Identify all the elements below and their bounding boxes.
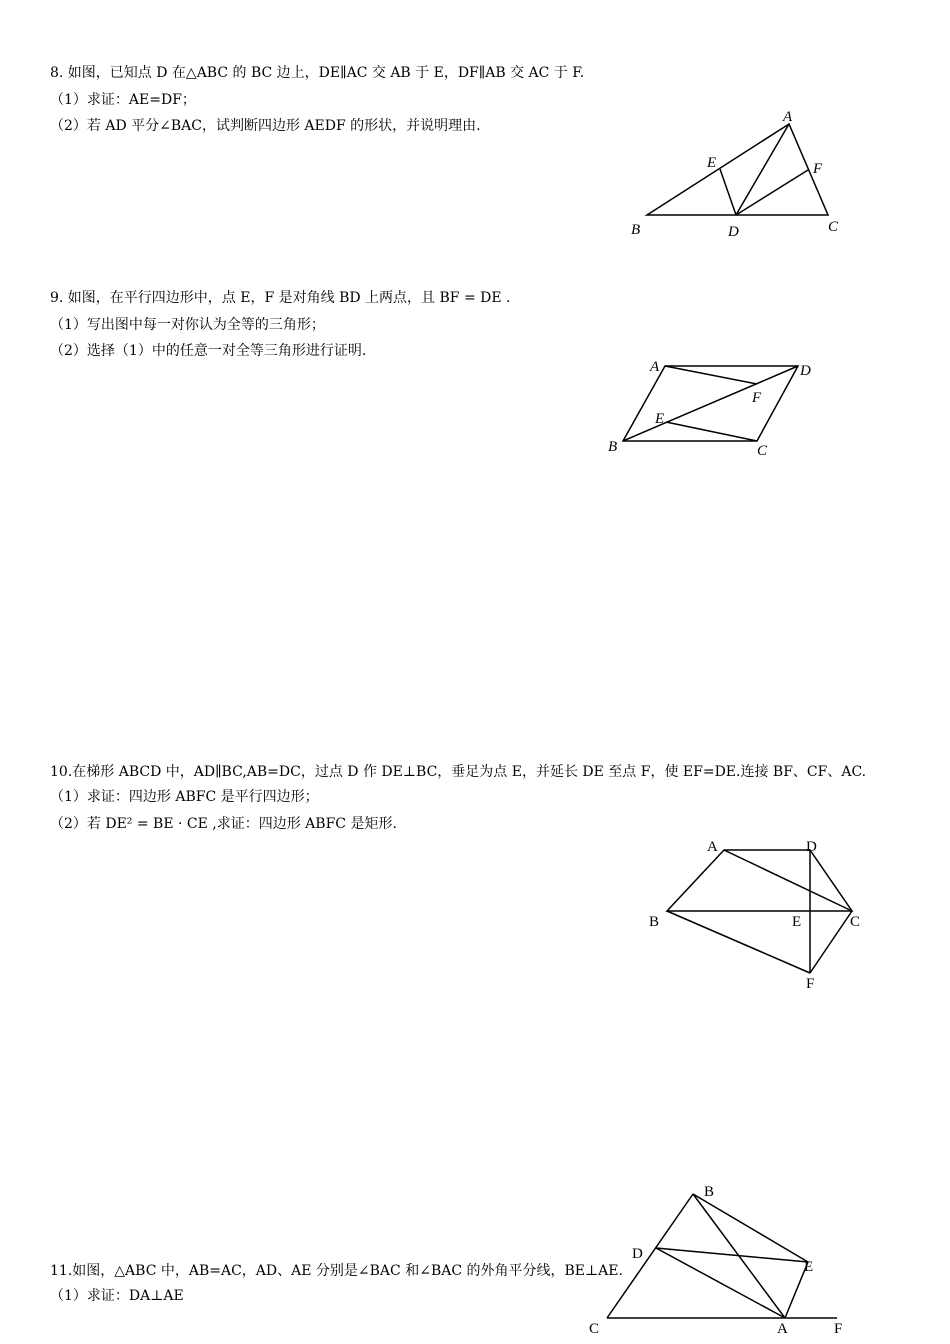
problem-10-figure (640, 835, 870, 995)
label-f: F (834, 1321, 843, 1337)
label-c: C (589, 1321, 600, 1337)
label-e: E (707, 155, 717, 171)
segment-ce (666, 422, 757, 441)
problem-9-stem: 9. 如图，在平行四边形中，点 E，F 是对角线 BD 上两点，且 BF = DE . (50, 290, 511, 306)
problem-9-figure (600, 350, 830, 465)
segment-de (720, 169, 736, 215)
problem-10-part-1: （1）求证：四边形 ABFC 是平行四边形； (50, 789, 319, 805)
diagonal-bd (623, 366, 798, 441)
problem-8-stem: 8. 如图，已知点 D 在△ABC 的 BC 边上，DE∥AC 交 AB 于 E，DF∥AB 交 AC 于 F. (50, 65, 585, 81)
label-f: F (813, 161, 823, 177)
segment-bf (667, 911, 810, 973)
label-a: A (783, 109, 793, 125)
problem-10-part-2: （2）若 DE² = BE · CE ,求证：四边形 ABFC 是矩形. (50, 816, 397, 832)
label-c: C (850, 914, 861, 930)
label-b: B (704, 1184, 715, 1200)
label-b: B (608, 439, 618, 455)
problem-8-part-1: （1）求证：AE=DF； (50, 92, 196, 108)
segment-cb (607, 1194, 693, 1318)
problem-8-part-2: （2）若 AD 平分∠BAC，试判断四边形 AEDF 的形状，并说明理由. (50, 118, 481, 134)
label-d: D (800, 363, 811, 379)
label-c: C (828, 219, 839, 235)
trapezoid-abcd (667, 850, 852, 911)
label-e: E (792, 914, 802, 930)
problem-8-figure (620, 100, 860, 245)
segment-df (736, 170, 808, 215)
label-e: E (804, 1259, 814, 1275)
problem-10-stem: 10.在梯形 ABCD 中，AD∥BC,AB=DC，过点 D 作 DE⊥BC，垂足为点 E，并延长 DE 至点 F，使 EF=DE.连接 BF、CF、AC. (50, 764, 867, 780)
problem-11-stem: 11.如图，△ABC 中，AB=AC，AD、AE 分别是∠BAC 和∠BAC 的外角平分线，BE⊥AE. (50, 1263, 623, 1279)
segment-be (693, 1194, 808, 1262)
label-a: A (707, 839, 718, 855)
label-a: A (777, 1321, 788, 1337)
label-a: A (650, 359, 660, 375)
problem-9-part-2: （2）选择（1）中的任意一对全等三角形进行证明. (50, 343, 367, 359)
label-b: B (649, 914, 660, 930)
segment-af (665, 366, 757, 384)
label-f: F (752, 390, 762, 406)
triangle-abc (647, 124, 828, 215)
problem-9-part-1: （1）写出图中每一对你认为全等的三角形； (50, 317, 325, 333)
label-e: E (655, 411, 665, 427)
label-d: D (632, 1246, 643, 1262)
segment-ad (736, 124, 789, 215)
label-d: D (728, 224, 739, 240)
label-b: B (631, 222, 641, 238)
problem-11-figure (580, 1180, 860, 1344)
segment-ac (724, 850, 852, 911)
label-c: C (757, 443, 768, 459)
segment-cf (810, 911, 852, 973)
label-f: F (806, 976, 815, 992)
problem-11-part-1: （1）求证：DA⊥AE (50, 1288, 184, 1304)
label-d: D (806, 839, 817, 855)
